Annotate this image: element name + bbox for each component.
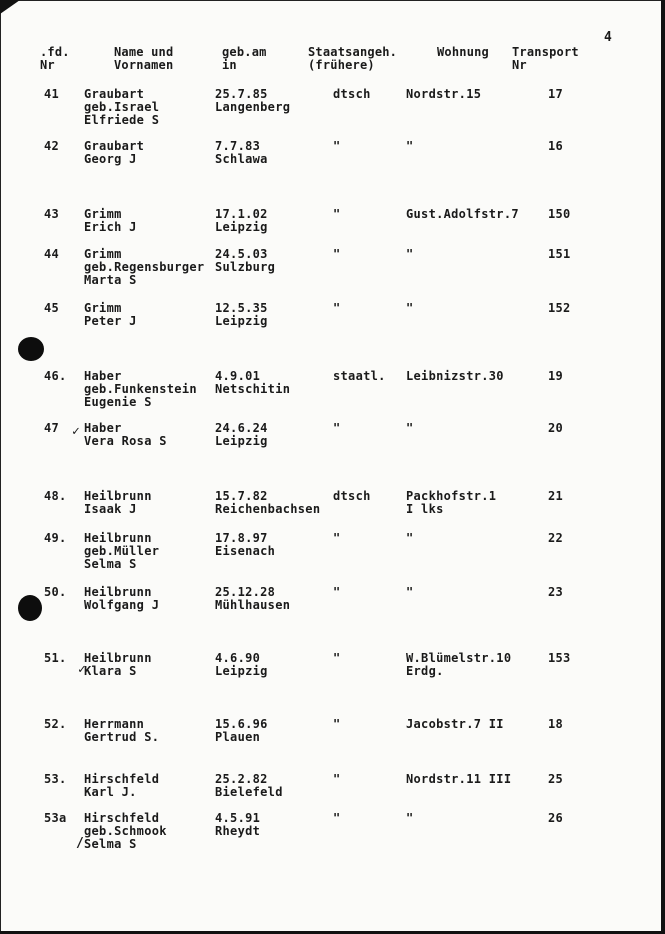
address-line: "	[406, 301, 414, 315]
person-name-line: Grimm	[84, 301, 122, 315]
person-name	[84, 370, 197, 409]
row-number: 41	[44, 87, 60, 101]
header-nr	[40, 46, 70, 72]
transport-number: 19	[548, 369, 564, 383]
person-name	[84, 718, 159, 744]
transport-number: 26	[548, 811, 564, 825]
transport-number: 153	[548, 651, 571, 665]
person-name-line: Isaak J	[84, 502, 137, 516]
birth-info	[215, 586, 290, 612]
address-line: "	[406, 139, 414, 153]
address-line: "	[406, 531, 414, 545]
birth-info-line: 15.7.82	[215, 489, 268, 503]
person-name-line: Haber	[84, 421, 122, 435]
citizenship: "	[333, 585, 341, 599]
birth-info-line: 25.2.82	[215, 772, 268, 786]
birth-info	[215, 422, 268, 448]
header-transport-line1: Transport	[512, 45, 579, 59]
person-name-line: Hirschfeld	[84, 772, 160, 786]
person-name-line: geb.Schmook	[84, 824, 167, 838]
transport-number: 22	[548, 531, 564, 545]
birth-info-line: Bielefeld	[215, 785, 283, 799]
person-name	[84, 773, 159, 799]
birth-info-line: Eisenach	[215, 544, 276, 558]
birth-info	[215, 773, 283, 799]
row-number: 52.	[44, 717, 67, 731]
citizenship: "	[333, 139, 341, 153]
birth-info	[215, 248, 275, 274]
citizenship: "	[333, 811, 341, 825]
person-name-line: Graubart	[84, 139, 145, 153]
citizenship: "	[333, 717, 341, 731]
person-name-line: Erich J	[84, 220, 137, 234]
address-line: I lks	[406, 502, 444, 516]
person-name-line: geb.Israel	[84, 100, 160, 114]
transport-number: 18	[548, 717, 564, 731]
address	[406, 490, 496, 516]
birth-info	[215, 490, 320, 516]
person-name-line: Klara S	[84, 664, 137, 678]
address-line: Erdg.	[406, 664, 444, 678]
transport-number: 20	[548, 421, 564, 435]
row-number: 53.	[44, 772, 67, 786]
check-mark-51: ✓	[78, 662, 86, 677]
address	[406, 718, 504, 731]
address	[406, 140, 414, 153]
person-name-line: Heilbrunn	[84, 489, 152, 503]
person-name	[84, 812, 167, 851]
person-name-line: Gertrud S.	[84, 730, 160, 744]
person-name-line: Georg J	[84, 152, 137, 166]
address	[406, 302, 414, 315]
transport-number: 17	[548, 87, 564, 101]
person-name-line: Marta S	[84, 273, 137, 287]
address-line: Gust.Adolfstr.7	[406, 207, 519, 221]
birth-info	[215, 208, 268, 234]
person-name	[84, 208, 137, 234]
person-name-line: geb.Regensburger	[84, 260, 205, 274]
person-name-line: Grimm	[84, 247, 122, 261]
row-number: 43	[44, 207, 60, 221]
person-name-line: Heilbrunn	[84, 651, 152, 665]
person-name	[84, 88, 159, 127]
person-name-line: Herrmann	[84, 717, 145, 731]
person-name	[84, 652, 152, 678]
birth-info	[215, 140, 268, 166]
header-geb-line2: in	[222, 58, 237, 72]
birth-info-line: 4.9.01	[215, 369, 261, 383]
address-line: Packhofstr.1	[406, 489, 497, 503]
person-name	[84, 490, 152, 516]
address-line: "	[406, 421, 414, 435]
address-line: Nordstr.11 III	[406, 772, 512, 786]
address	[406, 652, 511, 678]
person-name-line: Heilbrunn	[84, 585, 152, 599]
address	[406, 208, 519, 221]
birth-info-line: 15.6.96	[215, 717, 268, 731]
person-name	[84, 302, 137, 328]
address-line: Nordstr.15	[406, 87, 482, 101]
address-line: Jacobstr.7 II	[406, 717, 504, 731]
address-line: "	[406, 585, 414, 599]
citizenship: "	[333, 772, 341, 786]
birth-info-line: Plauen	[215, 730, 261, 744]
birth-info	[215, 532, 275, 558]
scan-edge-right	[661, 0, 665, 934]
birth-info	[215, 370, 290, 396]
address-line: "	[406, 247, 414, 261]
transport-number: 21	[548, 489, 564, 503]
header-staat-line2: (frühere)	[308, 58, 375, 72]
header-wohnung	[437, 46, 489, 59]
person-name	[84, 248, 204, 287]
person-name-line: Graubart	[84, 87, 145, 101]
address	[406, 370, 504, 383]
person-name-line: Elfriede S	[84, 113, 160, 127]
address	[406, 88, 481, 101]
citizenship: "	[333, 301, 341, 315]
birth-info	[215, 652, 268, 678]
person-name-line: Selma S	[84, 557, 137, 571]
citizenship: dtsch	[333, 87, 371, 101]
row-number: 46.	[44, 369, 67, 383]
birth-info	[215, 302, 268, 328]
birth-info	[215, 718, 268, 744]
birth-info-line: 17.8.97	[215, 531, 268, 545]
header-staat	[308, 46, 397, 72]
birth-info-line: Netschitin	[215, 382, 291, 396]
birth-info-line: 25.7.85	[215, 87, 268, 101]
address-line: W.Blümelstr.10	[406, 651, 512, 665]
address-line: "	[406, 811, 414, 825]
citizenship: "	[333, 651, 341, 665]
address	[406, 248, 414, 261]
birth-info-line: Mühlhausen	[215, 598, 291, 612]
row-number: 51.	[44, 651, 67, 665]
birth-info-line: 4.5.91	[215, 811, 261, 825]
header-name-line2: Vornamen	[114, 58, 174, 72]
person-name-line: Karl J.	[84, 785, 137, 799]
header-transport-line2: Nr	[512, 58, 527, 72]
address	[406, 422, 414, 435]
birth-info-line: Leipzig	[215, 664, 268, 678]
birth-info	[215, 88, 290, 114]
row-number: 48.	[44, 489, 67, 503]
person-name-line: Vera Rosa S	[84, 434, 167, 448]
header-nr-line1: .fd.	[40, 45, 70, 59]
person-name-line: Selma S	[84, 837, 137, 851]
birth-info-line: Sulzburg	[215, 260, 276, 274]
transport-number: 150	[548, 207, 571, 221]
header-wohnung-label: Wohnung	[437, 45, 489, 59]
address-line: Leibnizstr.30	[406, 369, 504, 383]
citizenship: "	[333, 247, 341, 261]
header-nr-line2: Nr	[40, 58, 55, 72]
check-mark-47: ✓	[72, 424, 80, 439]
birth-info-line: Langenberg	[215, 100, 291, 114]
person-name-line: geb.Müller	[84, 544, 160, 558]
birth-info-line: Leipzig	[215, 434, 268, 448]
ink-blot-top	[18, 337, 44, 361]
row-number: 45	[44, 301, 60, 315]
birth-info-line: 24.6.24	[215, 421, 268, 435]
address	[406, 586, 414, 599]
transport-number: 151	[548, 247, 571, 261]
transport-number: 152	[548, 301, 571, 315]
citizenship: "	[333, 531, 341, 545]
birth-info-line: 24.5.03	[215, 247, 268, 261]
birth-info-line: 17.1.02	[215, 207, 268, 221]
birth-info-line: Leipzig	[215, 314, 268, 328]
birth-info-line: 4.6.90	[215, 651, 261, 665]
person-name-line: Haber	[84, 369, 122, 383]
citizenship: dtsch	[333, 489, 371, 503]
header-name	[114, 46, 173, 72]
page-number: 4	[604, 30, 612, 45]
address	[406, 532, 414, 545]
row-number: 49.	[44, 531, 67, 545]
citizenship: staatl.	[333, 369, 386, 383]
row-number: 42	[44, 139, 60, 153]
person-name	[84, 422, 167, 448]
check-mark-53a: /	[76, 836, 84, 851]
citizenship: "	[333, 207, 341, 221]
person-name	[84, 532, 159, 571]
person-name	[84, 586, 159, 612]
birth-info-line: 7.7.83	[215, 139, 261, 153]
row-number: 50.	[44, 585, 67, 599]
birth-info-line: Rheydt	[215, 824, 261, 838]
birth-info-line: 12.5.35	[215, 301, 268, 315]
citizenship: "	[333, 421, 341, 435]
birth-info-line: Reichenbachsen	[215, 502, 321, 516]
address	[406, 812, 414, 825]
header-geb-line1: geb.am	[222, 45, 267, 59]
scan-corner-mark	[0, 0, 20, 14]
row-number: 53a	[44, 811, 67, 825]
person-name-line: Hirschfeld	[84, 811, 160, 825]
header-staat-line1: Staatsangeh.	[308, 45, 398, 59]
person-name	[84, 140, 144, 166]
header-geb	[222, 46, 267, 72]
header-name-line1: Name und	[114, 45, 174, 59]
person-name-line: Wolfgang J	[84, 598, 160, 612]
birth-info-line: Schlawa	[215, 152, 268, 166]
row-number: 44	[44, 247, 60, 261]
person-name-line: geb.Funkenstein	[84, 382, 197, 396]
person-name-line: Heilbrunn	[84, 531, 152, 545]
address	[406, 773, 511, 786]
row-number: 47	[44, 421, 60, 435]
header-transport	[512, 46, 579, 72]
transport-number: 16	[548, 139, 564, 153]
transport-number: 25	[548, 772, 564, 786]
person-name-line: Eugenie S	[84, 395, 152, 409]
birth-info-line: 25.12.28	[215, 585, 276, 599]
transport-number: 23	[548, 585, 564, 599]
person-name-line: Grimm	[84, 207, 122, 221]
birth-info-line: Leipzig	[215, 220, 268, 234]
person-name-line: Peter J	[84, 314, 137, 328]
ink-blot-bottom	[18, 595, 42, 621]
birth-info	[215, 812, 260, 838]
